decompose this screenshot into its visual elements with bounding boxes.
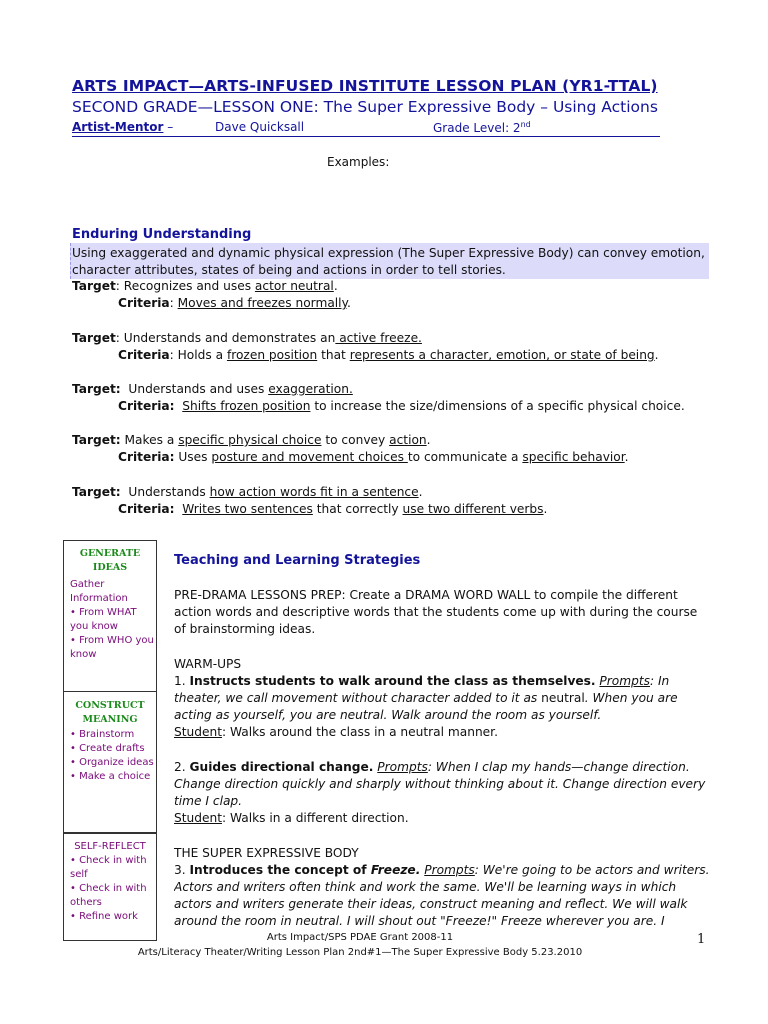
list-item: • Check in with self (70, 855, 147, 880)
list-item: • Check in with others (70, 883, 147, 908)
lesson-subtitle: SECOND GRADE—LESSON ONE: The Super Expressive Body – Using Actions (72, 98, 658, 116)
prompts-label: Prompts (377, 760, 428, 774)
step-number: 3. (174, 863, 190, 877)
target-text: . (418, 485, 423, 499)
target-label: Target (72, 331, 116, 345)
target-2 (72, 331, 422, 345)
criteria-1 (118, 296, 351, 310)
target-text-underlined: active freeze. (335, 331, 422, 345)
criteria-text-underlined: Shifts frozen position (182, 399, 311, 413)
target-text: : Recognizes and uses (115, 279, 255, 293)
list-item: • Refine work (70, 911, 138, 922)
target-text-underlined: specific physical choice (178, 433, 322, 447)
criteria-text: to communicate a (407, 450, 523, 464)
step-number: 2. (174, 760, 190, 774)
student-text: : Walks around the class in a neutral manner. (221, 725, 498, 739)
construct-meaning-list (64, 728, 156, 784)
step-1 (174, 673, 710, 741)
criteria-text-underlined: specific behavior (522, 450, 625, 464)
target-text-underlined: actor neutral (254, 279, 334, 293)
target-3 (72, 382, 353, 396)
criteria-text-underlined: posture and movement choices (211, 450, 408, 464)
target-1 (72, 279, 338, 293)
criteria-text: that (317, 348, 350, 362)
target-text: . (426, 433, 431, 447)
self-reflect-list (64, 854, 156, 924)
artist-mentor-label: Artist-Mentor (72, 120, 164, 134)
construct-meaning-heading: CONSTRUCT MEANING (75, 700, 145, 725)
criteria-label: Criteria: (118, 502, 175, 516)
target-4 (72, 433, 431, 447)
self-reflect-heading: SELF-REFLECT (74, 841, 146, 852)
prompt-text: : When I clap my hands—change direction. Change direction quickly and sharply without thinking about it. Change direction every time I clap. (174, 760, 706, 808)
target-text: Understands (120, 485, 210, 499)
criteria-text: . (624, 450, 629, 464)
strategies-heading: Teaching and Learning Strategies (174, 553, 421, 568)
criteria-3 (118, 399, 685, 413)
artist-mentor-name: Dave Quicksall (215, 120, 305, 134)
target-text: to convey (321, 433, 390, 447)
student-label: Student (174, 811, 222, 825)
enduring-understanding-heading: Enduring Understanding (72, 227, 252, 242)
target-text-underlined: how action words fit in a sentence (209, 485, 419, 499)
list-item: • Create drafts (70, 743, 145, 754)
enduring-understanding-text: Using exaggerated and dynamic physical expression (The Super Expressive Body) can convey emotion, character attributes, states of being and actions in order to tell stories. (72, 246, 705, 277)
criteria-text-underlined: Writes two sentences (182, 502, 313, 516)
criteria-text: . (543, 502, 548, 516)
grade-level-label: Grade Level: 2 (433, 121, 521, 135)
target-text-underlined: action (389, 433, 427, 447)
step-2 (174, 759, 710, 827)
target-text: : Understands and demonstrates an (115, 331, 336, 345)
criteria-4 (118, 450, 629, 464)
list-item: • From WHAT you know (70, 607, 137, 632)
criteria-text: . (347, 296, 351, 310)
super-expressive-body-heading: THE SUPER EXPRESSIVE BODY (174, 846, 359, 860)
artist-mentor-row (72, 120, 660, 137)
criteria-label: Criteria: (118, 399, 175, 413)
step-title: Introduces the concept of (189, 863, 371, 877)
step-number: 1. (174, 674, 190, 688)
target-5 (72, 485, 423, 499)
criteria-2 (118, 348, 659, 362)
neutral-term: neutral (541, 691, 585, 705)
target-label: Target: (72, 382, 121, 396)
generate-ideas-heading: GENERATE IDEAS (79, 548, 141, 573)
target-text: Understands and uses (120, 382, 269, 396)
artist-mentor-dash: – (167, 120, 174, 134)
list-item: • Brainstorm (70, 729, 135, 740)
criteria-text-underlined: use two different verbs (402, 502, 544, 516)
list-item: • Organize ideas (70, 757, 154, 768)
step-3 (174, 862, 710, 930)
generate-ideas-box (63, 540, 157, 692)
target-text: . (333, 279, 338, 293)
artist-mentor-group (72, 120, 173, 134)
criteria-5 (118, 502, 547, 516)
criteria-text: : Holds a (169, 348, 227, 362)
list-item: • From WHO you know (70, 635, 154, 660)
footer-line-2: Arts/Literacy Theater/Writing Lesson Plan 2nd#1—The Super Expressive Body 5.23.2010 (137, 947, 583, 958)
target-text: Makes a (120, 433, 179, 447)
list-item: Gather Information (70, 579, 128, 604)
prompts-label: Prompts (599, 674, 650, 688)
step-title: Instructs students to walk around the class as themselves. (189, 674, 596, 688)
pre-drama-prep: PRE-DRAMA LESSONS PREP: Create a DRAMA WORD WALL to compile the different action words and descriptive words that the students come up with during the course of brainstorming ideas. (174, 588, 698, 636)
student-text: : Walks in a different direction. (221, 811, 409, 825)
prompt-text: . When you are acting as yourself, you are neutral. Walk around the room as yourself. (174, 691, 678, 722)
criteria-label: Criteria (118, 348, 170, 362)
target-label: Target: (72, 485, 121, 499)
criteria-label: Criteria: (118, 450, 175, 464)
prompt-text: : We're going to be actors and writers. Actors and writers often think and work the same. We'll be learning ways in which actors and writers generate their ideas, construct meaning and reflect. We will walk around the room in neutral. I will shout out "Freeze!" Freeze wherever you are. I (174, 863, 710, 928)
criteria-text: : (169, 296, 178, 310)
step-title: Guides directional change. (189, 760, 374, 774)
lesson-plan-title: ARTS IMPACT—ARTS-INFUSED INSTITUTE LESSON PLAN (YR1-TTAL) (72, 77, 658, 95)
grade-level-sup: nd (520, 120, 531, 129)
criteria-text: Uses (174, 450, 212, 464)
step-title-italic: Freeze. (370, 863, 421, 877)
prompts-label: Prompts (424, 863, 475, 877)
criteria-label: Criteria (118, 296, 170, 310)
list-item: • Make a choice (70, 771, 151, 782)
prompt-text: : In theater, we call movement without character added to it as (174, 674, 670, 705)
footer-line-1: Arts Impact/SPS PDAE Grant 2008-11 (266, 932, 454, 943)
grade-level (433, 120, 531, 135)
criteria-text-underlined: frozen position (226, 348, 318, 362)
criteria-text: . (654, 348, 659, 362)
page-number: 1 (697, 932, 706, 947)
criteria-text-underlined: Moves and freezes normally (177, 296, 348, 310)
generate-ideas-list (64, 578, 156, 662)
warm-ups-heading: WARM-UPS (174, 657, 242, 671)
student-label: Student (174, 725, 222, 739)
criteria-text: that correctly (312, 502, 403, 516)
criteria-text-underlined: represents a character, emotion, or state of being (349, 348, 655, 362)
target-label: Target: (72, 433, 121, 447)
target-label: Target (72, 279, 116, 293)
criteria-text: to increase the size/dimensions of a specific physical choice. (310, 399, 685, 413)
self-reflect-box (63, 833, 157, 941)
examples-label: Examples: (327, 155, 390, 169)
target-text-underlined: exaggeration. (268, 382, 353, 396)
construct-meaning-box (63, 691, 157, 833)
